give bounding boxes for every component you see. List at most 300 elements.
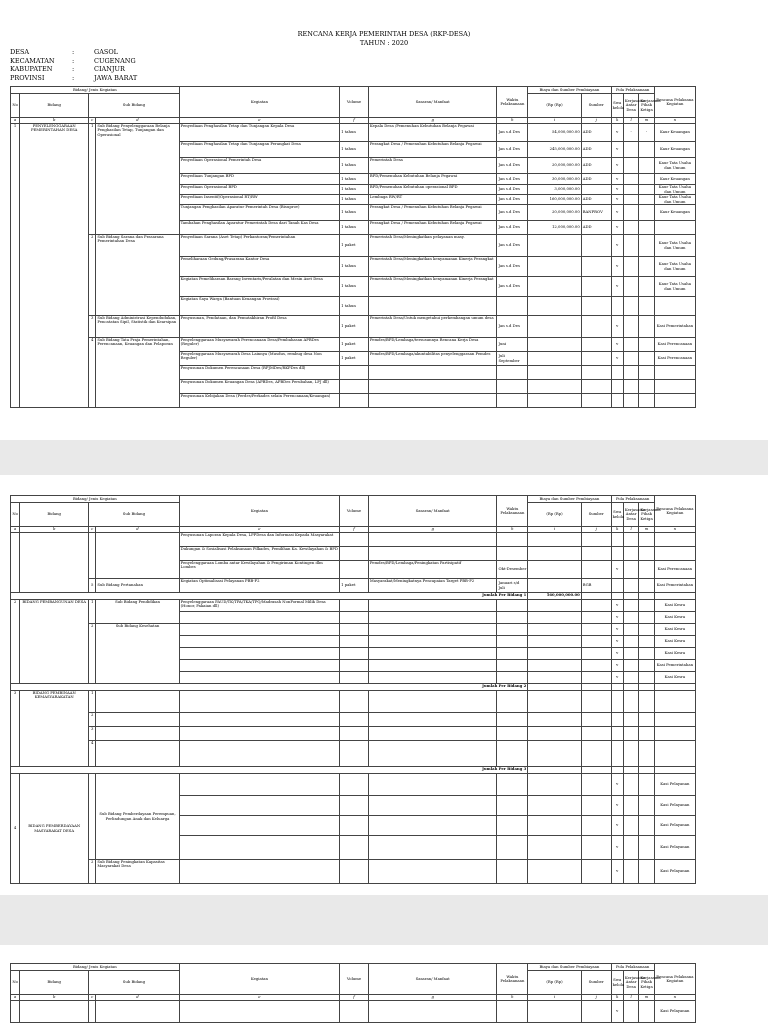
waktu-cell: Jan s.d Des (497, 174, 528, 185)
kerjasama-pihak-ketiga-cell (639, 366, 654, 380)
swakelola-cell: v (611, 636, 623, 648)
bidang-name-cell: BIDANG PEMBINAAN KEMASYARAKATAN (20, 691, 89, 767)
table-cell (96, 691, 179, 713)
table-cell (611, 741, 623, 767)
biaya-cell (528, 297, 581, 316)
table-cell (623, 796, 638, 816)
volume-cell: 1 tahun (340, 257, 369, 277)
header-kegiatan: Kegiatan (179, 964, 339, 995)
rencana-pelaksana-cell: Kasi Kesra (654, 672, 695, 684)
column-letter-cell: i (528, 527, 581, 533)
header-sumber: Sumber (581, 94, 611, 118)
sumber-cell: ADD (581, 124, 611, 142)
kegiatan-cell: Kegiatan Pemeliharaan Barang Inventaris/Peralatan dan Mesin Aset Desa (179, 277, 339, 297)
table-cell (581, 660, 611, 672)
volume-cell (340, 380, 369, 394)
header-bidang: Bidang (20, 94, 89, 118)
table-row (11, 600, 696, 612)
sasaran-cell: Masyarakat/Meningkatnya Pencapaian Target PBB-P2 (368, 579, 497, 593)
rencana-pelaksana-cell: Kasi Kesra (654, 600, 695, 612)
kerjasama-pihak-ketiga-cell (639, 380, 654, 394)
header-swakelola: Swa kelola (611, 971, 623, 995)
header-kerjasama-antar-desa: Kerjasama Antar Desa (623, 94, 638, 118)
rencana-pelaksana-cell (654, 394, 695, 408)
table-cell (639, 636, 654, 648)
total-value-cell: 560,000,000.00 (528, 593, 581, 600)
rkp-table-page-2 (10, 495, 696, 884)
table-cell (639, 624, 654, 636)
column-letter-cell: l (623, 995, 638, 1001)
table-cell (96, 727, 179, 741)
kegiatan-cell: Penyelenggaraan PAUD/TK/TPA/TKA/TPQ/Madrasah NonFormal Milik Desa (Honor, Pakaian dll) (179, 600, 339, 612)
table-cell (639, 600, 654, 612)
biaya-cell: 20,000,000.00 (528, 158, 581, 174)
table-cell (497, 612, 528, 624)
table-cell (623, 774, 638, 796)
table-cell (340, 1001, 369, 1023)
table-cell (639, 612, 654, 624)
swakelola-cell: v (611, 774, 623, 796)
table-row (11, 338, 696, 352)
rencana-pelaksana-cell: Kasi Pelayanan (654, 860, 695, 884)
table-cell (497, 741, 528, 767)
waktu-cell: Jan s.d Des (497, 185, 528, 195)
kerjasama-antar-desa-cell (623, 174, 638, 185)
sasaran-cell: Perangkat Desa / Pemenuhan Kebutuhan Belanja Pegawai (368, 142, 497, 158)
sumber-cell (581, 380, 611, 394)
volume-cell: 1 tahun (340, 142, 369, 158)
table-cell (340, 691, 369, 713)
table-cell (368, 860, 497, 884)
header-sub-bidang: Sub Bidang (89, 971, 180, 995)
kerjasama-antar-desa-cell: - (623, 124, 638, 142)
table-cell (89, 1001, 96, 1023)
table-cell (654, 713, 695, 727)
volume-cell: 1 paket (340, 316, 369, 338)
sumber-cell (581, 338, 611, 352)
swakelola-cell (611, 366, 623, 380)
table-cell (528, 691, 581, 713)
table-cell (340, 796, 369, 816)
swakelola-cell: v (611, 660, 623, 672)
page-2 (0, 475, 768, 895)
kegiatan-cell (179, 672, 339, 684)
sasaran-cell: Pemerintah Desa/Untuk mengetahui perkembangan umum desa (368, 316, 497, 338)
table-cell (528, 624, 581, 636)
kerjasama-pihak-ketiga-cell (639, 579, 654, 593)
table-row (11, 741, 696, 767)
header-biaya-group: Biaya dan Sumber Pembiayaan (528, 964, 611, 971)
table-cell (654, 727, 695, 741)
sasaran-cell: Kepala Desa /Pemenuhan Kebutuhan Belanja Pegawai (368, 124, 497, 142)
table-cell (639, 741, 654, 767)
kegiatan-cell (179, 636, 339, 648)
kerjasama-antar-desa-cell (623, 185, 638, 195)
column-letter-cell: a (11, 527, 20, 533)
header-sumber: Sumber (581, 971, 611, 995)
table-cell (497, 1001, 528, 1023)
table-cell (611, 713, 623, 727)
waktu-cell: Jan s.d Des (497, 221, 528, 235)
column-letter-cell: j (581, 527, 611, 533)
sub-bidang-name-cell: Sub Bidang Kesehatan (96, 624, 179, 684)
sasaran-cell (368, 380, 497, 394)
bidang-no-cell: 2 (11, 600, 20, 684)
kegiatan-cell: Tunjangan Penghasilan Aparatur Pemerintah Desa (Bisuprov) (179, 205, 339, 221)
sub-bidang-no-cell: 5 (89, 579, 96, 593)
bidang-no-cell: 3 (11, 691, 20, 767)
sasaran-cell (368, 533, 497, 547)
kegiatan-cell: Dukungan & Sosialisasi Pelaksanaan Pilkades, Pemilihan Ka. Kewilayahan & BPD (179, 547, 339, 561)
swakelola-cell (611, 394, 623, 408)
table-cell (368, 727, 497, 741)
table-cell (368, 796, 497, 816)
table-cell (497, 836, 528, 860)
rencana-pelaksana-cell: Kasi Pelayanan (654, 836, 695, 860)
column-letter-cell: j (581, 995, 611, 1001)
header-rencana-pelaksana: Rencana Pelaksana Kegiatan (654, 964, 695, 995)
swakelola-cell: v (611, 624, 623, 636)
sub-bidang-no-cell: 4 (89, 741, 96, 767)
header-bidang-group: Bidang/ Jenis Kegiatan (11, 87, 180, 94)
waktu-cell: Jan s.d Des (497, 316, 528, 338)
table-cell (623, 660, 638, 672)
table-cell (639, 684, 654, 691)
swakelola-cell: v (611, 816, 623, 836)
sumber-cell: ADD (581, 142, 611, 158)
table-row (11, 1001, 696, 1023)
rencana-pelaksana-cell: Kasi Perencanaan (654, 338, 695, 352)
sub-bidang-no-cell (89, 533, 96, 579)
kerjasama-antar-desa-cell (623, 195, 638, 205)
column-letter-cell: e (179, 118, 339, 124)
biaya-cell (528, 547, 581, 561)
waktu-cell: Okt-Desember (497, 561, 528, 579)
sub-bidang-no-cell: 2 (89, 713, 96, 727)
rencana-pelaksana-cell: Kaur Keuangan (654, 205, 695, 221)
column-letter-cell: m (639, 527, 654, 533)
table-cell (623, 648, 638, 660)
volume-cell: 1 paket (340, 338, 369, 352)
table-cell (654, 684, 695, 691)
kerjasama-pihak-ketiga-cell (639, 338, 654, 352)
sumber-cell (581, 394, 611, 408)
waktu-cell: Jan s.d Des (497, 257, 528, 277)
header-rencana-pelaksana: Rencana Pelaksana Kegiatan (654, 496, 695, 527)
sub-bidang-name-cell: Sub Bidang Pertanahan (96, 579, 179, 593)
column-letter-cell: n (654, 995, 695, 1001)
kerjasama-antar-desa-cell (623, 338, 638, 352)
swakelola-cell: v (611, 221, 623, 235)
table-cell (20, 1001, 89, 1023)
sasaran-cell: Pemerintah Desa/Meningkatkan kenyamanan Kinerja Perangkat (368, 257, 497, 277)
document-year: TAHUN : 2020 (359, 39, 409, 47)
table-cell (528, 648, 581, 660)
rencana-pelaksana-cell: Kaur Tata Usaha dan Umum (654, 277, 695, 297)
column-letter-cell: e (179, 527, 339, 533)
table-cell (654, 741, 695, 767)
table-cell (581, 1001, 611, 1023)
sub-bidang-name-cell: Sub Bidang Peningkatan Kapasitas Masyarakat Desa (96, 860, 179, 884)
table-cell (581, 816, 611, 836)
swakelola-cell: v (611, 158, 623, 174)
table-cell (611, 767, 623, 774)
rencana-pelaksana-cell: Kasi Pelayanan (654, 796, 695, 816)
table-cell (639, 727, 654, 741)
header-kerjasama-antar-desa: Kerjasama Antar Desa (623, 971, 638, 995)
rencana-pelaksana-cell (654, 533, 695, 547)
table-cell (528, 741, 581, 767)
header-bidang: Bidang (20, 971, 89, 995)
rencana-pelaksana-cell: Kaur Tata Usaha dan Umum (654, 235, 695, 257)
table-cell (368, 836, 497, 860)
table-cell (581, 593, 611, 600)
table-row (11, 691, 696, 713)
rencana-pelaksana-cell: Kasi Pelayanan (654, 816, 695, 836)
total-label-cell: Jumlah Per Bidang 1 (11, 593, 528, 600)
table-cell (581, 774, 611, 796)
swakelola-cell: v (611, 235, 623, 257)
table-cell (368, 636, 497, 648)
header-pola-group: Pola Pelaksanaan (611, 964, 654, 971)
table-cell (497, 713, 528, 727)
table-cell (639, 672, 654, 684)
kerjasama-pihak-ketiga-cell (639, 158, 654, 174)
swakelola-cell: v (611, 860, 623, 884)
table-cell (340, 648, 369, 660)
waktu-cell: Juni (497, 338, 528, 352)
table-cell (497, 672, 528, 684)
table-row (11, 713, 696, 727)
sumber-cell (581, 185, 611, 195)
sasaran-cell (368, 366, 497, 380)
volume-cell: 1 tahun (340, 297, 369, 316)
table-cell (581, 648, 611, 660)
rencana-pelaksana-cell: Kaur Tata Usaha dan Umum (654, 257, 695, 277)
sumber-cell: BGB (581, 579, 611, 593)
info-row-provinsi: PROVINSI : JAWA BARAT (10, 73, 138, 82)
header-sasaran: Sasaran/ Manfaat (368, 964, 497, 995)
bidang-name-cell (20, 533, 89, 593)
bidang-name-cell: BIDANG PEMBERDAYAAN MASYARAKAT DESA (20, 774, 89, 884)
swakelola-cell: v (611, 195, 623, 205)
biaya-cell (528, 394, 581, 408)
column-letter-cell: n (654, 527, 695, 533)
table-cell (528, 636, 581, 648)
table-row (11, 533, 696, 547)
rencana-pelaksana-cell: Kasi Kesra (654, 636, 695, 648)
column-letter-cell: k (611, 118, 623, 124)
rencana-pelaksana-cell: Kasi Kesra (654, 612, 695, 624)
kegiatan-cell: Penyelenggaraan Musyawarah Perencanaan Desa/Pembahasan APBDes (Reguler) (179, 338, 339, 352)
kegiatan-cell (179, 624, 339, 636)
header-biaya-group: Biaya dan Sumber Pembiayaan (528, 496, 611, 503)
waktu-cell: Jan s.d Des (497, 277, 528, 297)
rencana-pelaksana-cell: Kasi Pemerintahan (654, 316, 695, 338)
biaya-cell (528, 561, 581, 579)
column-letter-cell: f (340, 527, 369, 533)
header-kerjasama-pihak-ketiga: Kerjasama Pihak Ketiga (639, 503, 654, 527)
rencana-pelaksana-cell (654, 221, 695, 235)
kegiatan-cell (179, 612, 339, 624)
kerjasama-antar-desa-cell (623, 257, 638, 277)
kerjasama-pihak-ketiga-cell (639, 297, 654, 316)
kegiatan-cell (179, 836, 339, 860)
swakelola-cell: v (611, 648, 623, 660)
column-letter-cell: m (639, 118, 654, 124)
sumber-cell (581, 533, 611, 547)
kerjasama-antar-desa-cell (623, 366, 638, 380)
sasaran-cell: Pemdes/BPD/Lembaga/Peningkatan Partisipatif (368, 561, 497, 579)
table-cell (581, 796, 611, 816)
volume-cell (340, 394, 369, 408)
kegiatan-cell: Pemeliharaan Gedung/Prasarana Kantor Desa (179, 257, 339, 277)
sumber-cell (581, 561, 611, 579)
table-cell (368, 648, 497, 660)
biaya-cell: 20,000,000.00 (528, 205, 581, 221)
header-sasaran: Sasaran/ Manfaat (368, 496, 497, 527)
sasaran-cell: Lembaga RW/RT (368, 195, 497, 205)
table-cell (639, 713, 654, 727)
rencana-pelaksana-cell (654, 380, 695, 394)
table-cell (497, 600, 528, 612)
waktu-cell (497, 533, 528, 547)
bidang-no-cell: 4 (11, 774, 20, 884)
table-cell (639, 1001, 654, 1023)
header-waktu: Waktu Pelaksanaan (497, 964, 528, 995)
column-letter-cell: h (497, 995, 528, 1001)
table-cell (528, 727, 581, 741)
biaya-cell: 3,000,000.00 (528, 185, 581, 195)
table-cell (340, 727, 369, 741)
table-cell (581, 636, 611, 648)
sub-bidang-no-cell: 2 (89, 624, 96, 684)
table-cell (639, 648, 654, 660)
column-letter-cell: d (96, 995, 179, 1001)
table-cell (179, 741, 339, 767)
kerjasama-antar-desa-cell (623, 316, 638, 338)
table-cell (639, 691, 654, 713)
table-cell (497, 660, 528, 672)
kegiatan-cell: Penyediaan Penghasilan Tetap dan Tunjangan Perangkat Desa (179, 142, 339, 158)
kegiatan-cell: Penyelenggaraan Lomba antar Kewilayahan & Pengiriman Kontingen dlm Lombes (179, 561, 339, 579)
table-cell (528, 774, 581, 796)
column-letter-cell: d (96, 527, 179, 533)
column-letter-cell: n (654, 118, 695, 124)
biaya-cell (528, 257, 581, 277)
table-cell (368, 741, 497, 767)
header-volume: Volume (340, 964, 369, 995)
bidang-no-cell: 1 (11, 124, 20, 408)
table-cell (623, 860, 638, 884)
volume-cell: 1 paket (340, 579, 369, 593)
sub-bidang-no-cell: 2 (89, 860, 96, 884)
table-cell (179, 691, 339, 713)
bidang-name-cell: PENYELENGGARAAN PEMERINTAHAN DESA (20, 124, 89, 408)
header-sasaran: Sasaran/ Manfaat (368, 87, 497, 118)
table-cell (639, 860, 654, 884)
waktu-cell: Jan s.d Des (497, 124, 528, 142)
header-bidang: Bidang (20, 503, 89, 527)
sub-bidang-name-cell: Sub Bidang Pemberdayaan Perempuan, Perlindungan Anak dan Keluarga (96, 774, 179, 860)
table-cell (368, 713, 497, 727)
info-row-desa: DESA : GASOL (10, 48, 118, 56)
header-volume: Volume (340, 496, 369, 527)
table-cell (528, 600, 581, 612)
swakelola-cell: v (611, 205, 623, 221)
volume-cell (340, 547, 369, 561)
header-kegiatan: Kegiatan (179, 87, 339, 118)
table-cell (639, 836, 654, 860)
header-biaya: (Rp (Rp) (528, 971, 581, 995)
sub-bidang-name-cell: Sub Bidang Pendidikan (96, 600, 179, 624)
header-biaya-group: Biaya dan Sumber Pembiayaan (528, 87, 611, 94)
sub-bidang-no-cell: 2 (89, 235, 96, 316)
volume-cell (340, 533, 369, 547)
info-row-kabupaten: KABUPATEN : CIANJUR (10, 65, 125, 73)
kerjasama-antar-desa-cell (623, 533, 638, 547)
sumber-cell (581, 235, 611, 257)
table-cell (654, 691, 695, 713)
header-biaya: (Rp (Rp) (528, 503, 581, 527)
page-1 (0, 0, 768, 440)
table-cell (340, 636, 369, 648)
waktu-cell: Januari s/d Juli (497, 579, 528, 593)
table-cell (368, 816, 497, 836)
kerjasama-pihak-ketiga-cell (639, 352, 654, 366)
column-letter-cell: f (340, 995, 369, 1001)
table-cell (528, 660, 581, 672)
table-cell (340, 612, 369, 624)
table-cell (340, 672, 369, 684)
kerjasama-pihak-ketiga-cell (639, 185, 654, 195)
table-cell (581, 672, 611, 684)
rencana-pelaksana-cell: Kaur Tata Usaha dan Umum (654, 195, 695, 205)
kerjasama-pihak-ketiga-cell (639, 195, 654, 205)
sumber-cell (581, 277, 611, 297)
document-title: RENCANA KERJA PEMERINTAH DESA (RKP-DESA) (297, 30, 471, 38)
sumber-cell: ADD (581, 158, 611, 174)
swakelola-cell: v (611, 612, 623, 624)
rencana-pelaksana-cell: Kasi Pelayanan (654, 774, 695, 796)
waktu-cell: Jan s.d Des (497, 158, 528, 174)
biaya-cell (528, 533, 581, 547)
header-biaya: (Rp (Rp) (528, 94, 581, 118)
sasaran-cell: BPD/Pemenuhan Kebutuhan Belanja Pegawai (368, 174, 497, 185)
swakelola-cell: v (611, 672, 623, 684)
table-cell (623, 624, 638, 636)
sumber-cell: ADD (581, 221, 611, 235)
table-cell (623, 684, 638, 691)
biaya-cell: 54,000,000.00 (528, 124, 581, 142)
kegiatan-cell: Penyusunan Dokumen Keuangan Desa (APBDes, APBDes Perubahan, LPJ dll) (179, 380, 339, 394)
table-cell (611, 684, 623, 691)
volume-cell: 1 tahun (340, 124, 369, 142)
table-cell (497, 691, 528, 713)
volume-cell: 1 paket (340, 235, 369, 257)
header-kegiatan: Kegiatan (179, 496, 339, 527)
biaya-cell: 30,000,000.00 (528, 174, 581, 185)
column-letter-cell: e (179, 995, 339, 1001)
biaya-cell: 12,000,000.00 (528, 221, 581, 235)
swakelola-cell (611, 380, 623, 394)
table-row (11, 316, 696, 338)
swakelola-cell (611, 579, 623, 593)
column-letter-cell: k (611, 527, 623, 533)
table-cell (528, 796, 581, 816)
table-cell (96, 741, 179, 767)
header-sub-bidang: Sub Bidang (89, 503, 180, 527)
